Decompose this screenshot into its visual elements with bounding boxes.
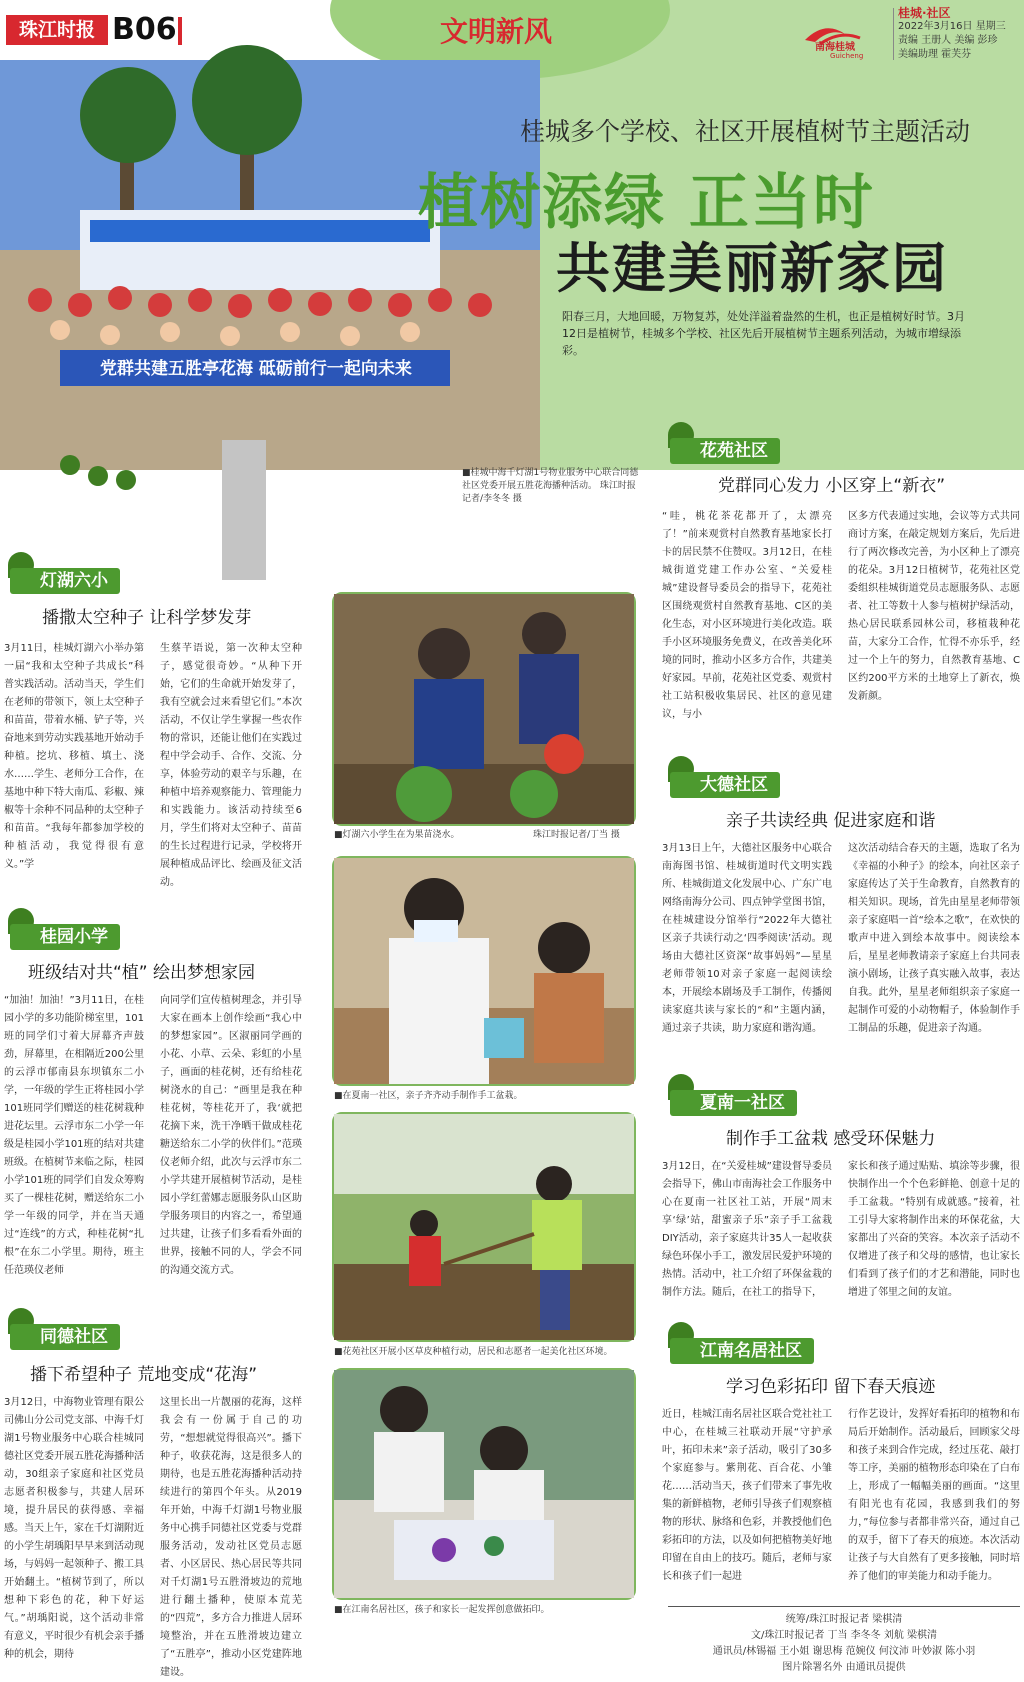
section-headline: 党群同心发力 小区穿上“新衣” bbox=[718, 476, 946, 496]
photo-jiangnan-illustration bbox=[334, 1370, 634, 1598]
article-column: “加油！加油！”3月11日，在桂园小学的多功能阶梯室里，101班的同学们寸着大屏幕齐声鼓劲，屏幕里，在相隔近200公里的云浮市郁南县东坝镇东二小学，一年级的学生正将桂园小学101班同学们赠送的桂花树栽种进花坛里。云浮市东二小学一年级是桂园小学101班的结对共建班级。在植树节来临之际，桂园小学101班的同学们自发众筹购买了一棵桂花树，赠送给东二小学一年级的同学，并在当天通过“连线”的方式，种桂花树“扎根”在东二小学里。期待，班主任范瑛仪老师 bbox=[4, 995, 144, 1276]
article-column: 生蔡芊语说，第一次种太空种子，感觉很奇妙。“从种下开始，它们的生命就开始发芽了，我有空就会过来看望它们。”本次活动，不仅让学生掌握一些农作物的常识，还能让他们在实践过程中学会动手、合作、交流、分享，体验劳动的艰辛与乐趣，在种植中培养观察能力、管理能力和实践能力。该活动持续至6月，学生们将对太空种子、苗苗的生长过程进行记录，学校将开展种植成品评比、绘画及征文活动。 bbox=[160, 643, 302, 888]
hero-photo-illustration bbox=[0, 60, 540, 470]
article-column: 这次活动结合春天的主题，选取了名为《幸福的小种子》的绘本，向社区亲子家庭传达了关于生命教育，自然教育的相关知识。现场，首先由星星老师带领亲子家庭唱一首“绘本之歌”，在欢快的歌声中进入到绘本故事中。阅读绘本后，星星老师教请亲子家庭上台共同表演小剧场，让孩子真实融入故事，表达自我。此外，星星老师组织亲子家庭一起制作可爱的小动物帽子，体验制作手工制品的乐趣，促进亲子沟通。 bbox=[848, 843, 1020, 1034]
section-tag: 灯湖六小 bbox=[10, 568, 120, 594]
assistants: 美编助理 霍芙芬 bbox=[898, 49, 972, 60]
hero-photo bbox=[0, 60, 540, 470]
article-column: 近日，桂城江南名居社区联合党社社工中心，在桂城三社联动开展“守护承叶，拓印未来”亲子活动，吸引了30多个家庭参与。紫荆花、百合花、小雏花……活动当天，孩子们带来了事先收集的新鲜植物，老师引导孩子们观察植物的形状、脉络和色彩，并教授他们色彩拓印的方法，以及如何把植物美好地印留在自由上的技巧。随后，老师与家长和孩子们一起进 bbox=[662, 1409, 832, 1582]
masthead-info bbox=[898, 6, 1024, 62]
main-title-line2: 共建美丽新家园 bbox=[556, 237, 948, 300]
article-column: 行作艺设计，发挥好看拓印的植物和布局后开始制作。活动最后，回顾家父母和孩子来到合作完成，经过压花、敲打等工序，美丽的植物形态印染在了白布上，形成了一幅幅美丽的画面。“这里有阳光也有花园，我感到我们的努力，”每位参与者都非常兴奋，通过自己的双手，留下了春天的痕迹。本次活动让孩子与大自然有了更多接触，同时培养了他们的审美能力和动手能力。 bbox=[848, 1409, 1020, 1582]
photo-denghu-illustration bbox=[334, 594, 634, 824]
section-headline: 亲子共读经典 促进家庭和谐 bbox=[726, 811, 936, 831]
page-divider bbox=[178, 17, 182, 45]
brand-name: 南海桂城 bbox=[815, 42, 855, 53]
credits-block bbox=[668, 1612, 1020, 1676]
article-column: 3月12日，中海物业管理有限公司佛山分公司党支部、中海千灯湖1号物业服务中心联合桂城同德社区党委开展五胜花海播种活动，30组亲子家庭和社区党员志愿者积极参与，共建人居环境，提升居民的获得感、幸福感。当天上午，家在千灯湖附近的小学生胡瑀阳早早来到活动现场，与妈妈一起领种子、搬工具开始翻土。“植树节到了，所以想种下彩色的花，种下好运气。”胡瑀阳说，这个活动非常有意义，平时很少有机会亲手播种的机会，期待 bbox=[4, 1397, 144, 1660]
section-headline: 播撒太空种子 让科学梦发芽 bbox=[42, 608, 252, 628]
photo-xianan bbox=[332, 856, 636, 1086]
hero-caption: ■桂城中海千灯湖1号物业服务中心联合同德社区党委开展五胜花海播种活动。 珠江时报记者/李冬冬 摄 bbox=[462, 468, 639, 504]
section-title: 文明新风 bbox=[440, 15, 553, 48]
section-headline: 播下希望种子 荒地变成“花海” bbox=[30, 1365, 258, 1385]
decor-dot bbox=[88, 466, 108, 486]
photo-denghu bbox=[332, 592, 636, 826]
section-tag: 大德社区 bbox=[670, 772, 780, 798]
decor-dot bbox=[60, 455, 80, 475]
paper-logo: 珠江时报 bbox=[6, 15, 108, 45]
subheadline: 桂城多个学校、社区开展植树节主题活动 bbox=[520, 117, 971, 146]
hero-photo-banner: 党群共建五胜亭花海 砥砺前行一起向未来 bbox=[100, 359, 412, 379]
photo-huayuan-illustration bbox=[334, 1114, 634, 1340]
photo-caption: ■在夏南一社区，亲子齐齐动手制作手工盆栽。 bbox=[334, 1091, 523, 1101]
section-tag: 江南名居社区 bbox=[670, 1338, 814, 1364]
decor-dot bbox=[116, 470, 136, 490]
article-column: “哇，桃花茶花都开了，太漂亮了！”前来观赏村自然教育基地家长打卡的居民禁不住赞叹。3月12日，在桂城街道党建工作办公室、“关爱桂城”建设督导委员会的指导下，花苑社区围绕观赏村自然教育基地、C区的美化生态，对小区环境进行美化改造。联手小区环境服务免费义，在改善美化环境的同时，推动小区多方合作，共建美好家园。早前，花苑社区党委、观赏村社工站积极收集居民、社区的意见建议，与小 bbox=[662, 511, 832, 720]
photo-xianan-illustration bbox=[334, 858, 634, 1084]
section-tag: 夏南一社区 bbox=[670, 1090, 797, 1116]
article-column: 3月13日上午，大德社区服务中心联合南海图书馆、桂城街道时代文明实践所、桂城街道文化发展中心、广东广电网络南海分公司、四点钟学堂图书馆，在桂城建设分馆举行“2022年大德社区亲子共读行动之‘四季阅读’活动。现场由大德社区资深“故事妈妈”—星星老师带领10对亲子家庭一起阅读绘本，开展绘本剧场及手工制作，传播阅读家庭共读与家长的“和”主题内涵，通过亲子共读，助力家庭和谐沟通。 bbox=[662, 843, 832, 1034]
photo-caption: ■花苑社区开展小区草皮种植行动，居民和志愿者一起美化社区环境。 bbox=[334, 1347, 613, 1357]
photo-jiangnan bbox=[332, 1368, 636, 1600]
page-number: B06 bbox=[112, 12, 177, 47]
credit-line: 通讯员/林锡福 王小姐 谢思梅 范婉仪 何汶沛 叶妙淑 陈小羽 bbox=[712, 1646, 976, 1657]
photo-caption: ■灯湖六小学生在为果苗浇水。 bbox=[334, 830, 460, 840]
article-column: 向同学们宣传植树理念，并引导大家在画本上创作绘画“我心中的梦想家园”。区淑丽同学画的小花、小草、云朵、彩虹的小星子，画面的桂花树，还有给桂花树浇水的自己：“画里是我在种桂花树，等桂花开了，我‘就把花摘下来，洗干净晒干做成桂花糖送给东二小学的伙伴们。”范瑛仪老师介绍，此次与云浮市东二小学共建开展植树节活动，是桂园小学红蕾娜志愿服务队山区助学服务项目的内容之一，希望通过共建，让孩子们多看看外面的世界，接触不同的人，学会不同的沟通交流方式。 bbox=[160, 995, 302, 1276]
photo-caption: ■在江南名居社区，孩子和家长一起发挥创意做拓印。 bbox=[334, 1605, 550, 1615]
article-column: 这里长出一片靓丽的花海，这样我会有一份属于自己的功劳，“想想就觉得很高兴”。播下种子，收获花海，这是很多人的期待，也是五胜花海播种活动持续进行的第四个年头。从2019年开始，中海千灯湖1号物业服务中心携手同德社区党委与党群服务活动，发动社区党员志愿者、小区居民、热心居民等共同对千灯湖1号五胜滑坡边的荒地进行翻土播种，使原本荒芜的“四荒”，多方合力推进人居环境整治，并在五胜滑坡边建立了“五胜亭”，推动小区党建阵地建设。 bbox=[160, 1397, 302, 1678]
credit-line: 文/珠江时报记者 丁当 李冬冬 刘航 梁棋清 bbox=[750, 1630, 938, 1641]
credits-divider bbox=[668, 1606, 1020, 1607]
section-headline: 班级结对共“植” 绘出梦想家园 bbox=[28, 963, 256, 983]
section-headline: 制作手工盆栽 感受环保魅力 bbox=[726, 1129, 936, 1149]
tree-trunk-graphic bbox=[222, 440, 266, 580]
credit-line: 统筹/珠江时报记者 梁棋清 bbox=[785, 1614, 903, 1625]
article-column: 3月12日，在“关爱桂城”建设督导委员会指导下，佛山市南海社会工作服务中心在夏南一社区社工站，开展“周末享‘绿’站，甜蜜亲子乐”亲子手工盆栽DIY活动，亲子家庭共计35人一起收获绿色环保小手工，激发居民爱护环境的热情。活动中，社工介绍了环保盆栽的制作方法。随后，在社工的指导下， bbox=[662, 1161, 832, 1298]
section-tag: 同德社区 bbox=[10, 1324, 120, 1350]
photo-credit: 珠江时报记者/丁当 摄 bbox=[533, 830, 620, 840]
intro-paragraph: 阳春三月，大地回暖，万物复苏，处处洋溢着盎然的生机，也正是植树好时节。3月12日是植树节，桂城多个学校、社区先后开展植树节主题系列活动，为城市增绿添彩。 bbox=[562, 310, 965, 357]
masthead-divider bbox=[893, 8, 894, 60]
article-column: 家长和孩子通过贴贴、填涂等步骤，很快制作出一个个色彩鲜艳、创意十足的手工盆栽。“特别有成就感。”接着，社工引导大家将制作出来的环保花盆，大家都出了兴奋的笑容。本次亲子活动不仅增进了孩子和父母的感情，也让家长们看到了孩子们的才艺和潜能，同时也增进了邻里之间的友谊。 bbox=[848, 1161, 1020, 1298]
section-tag: 花苑社区 bbox=[670, 438, 780, 464]
brand-name-en: Guicheng bbox=[830, 52, 864, 60]
credit-line: 图片除署名外 由通讯员提供 bbox=[782, 1662, 906, 1673]
section-tag: 桂园小学 bbox=[10, 924, 120, 950]
column-name: 桂城·社区 bbox=[898, 6, 951, 20]
article-column: 3月11日，桂城灯湖六小举办第一届“我和太空种子共成长”科普实践活动。活动当天，学生们在老师的带领下，领上太空种子和苗苗，带着水桶、铲子等，兴奋地来到劳动实践基地开始动手种植。挖坑、移植、填土、浇水……学生、老师分工合作，在基地中种下特大南瓜、彩椒、辣椒等十余种不同品种的太空种子和苗苗。“我每年都参加学校的种植活动，我觉得很有意义。”学 bbox=[4, 643, 144, 870]
editors: 责编 王册人 美编 彭珍 bbox=[898, 35, 998, 46]
photo-huayuan bbox=[332, 1112, 636, 1342]
issue-date: 2022年3月16日 星期三 bbox=[898, 21, 1006, 32]
article-column: 区多方代表通过实地，会议等方式共同商讨方案，在敲定规划方案后，先后进行了两次修改完善，为小区种上了漂亮的花朵。3月12日植树节，花苑社区党委组织桂城街道党员志愿服务队、志愿者、社工等数十人参与植树护绿活动，热心居民联系园林公司，移植栽种花苗，大家分工合作，忙得不亦乐乎，经过一个上午的努力，自然教育基地、C区约200平方米的土地穿上了新衣，焕发新颜。 bbox=[848, 511, 1020, 702]
section-headline: 学习色彩拓印 留下春天痕迹 bbox=[726, 1377, 936, 1397]
main-title-line1: 植树添绿 正当时 bbox=[418, 168, 875, 238]
